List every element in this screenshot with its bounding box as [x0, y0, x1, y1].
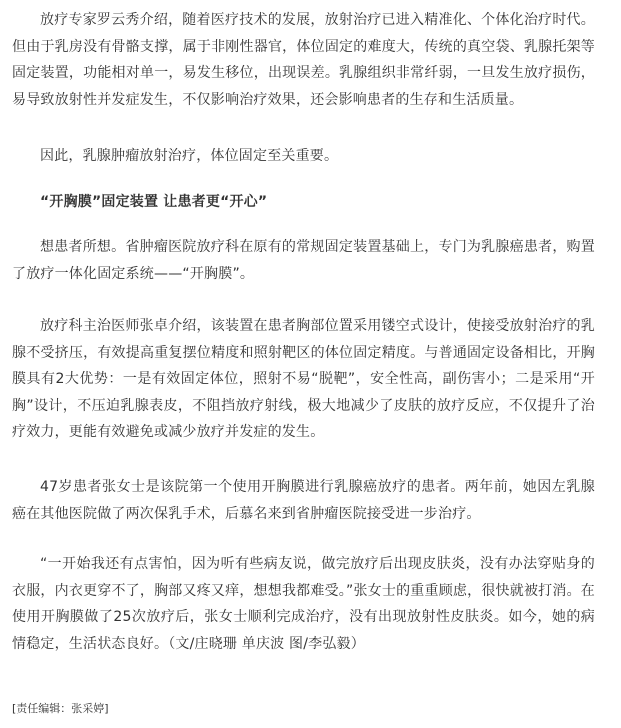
paragraph-positioning: 因此，乳腺肿瘤放射治疗，体位固定至关重要。: [40, 148, 339, 164]
paragraph-patient-quote: “一开始我还有点害怕，因为听有些病友说，做完放疗后出现皮肤炎，没有办法穿贴身的衣服，内衣更穿不了，胸部又疼又痒，想想我都难受。”张女士的重重顾虑，很快就被打消。在使用开胸膜做了25次放疗后，张女士顺利完成治疗，没有出现放射性皮肤炎。如今，她的病情稳定，生活状态良好。（文/庄晓珊 单庆波 图/李弘毅）: [12, 556, 595, 652]
paragraph-device-purchase: 想患者所想。省肿瘤医院放疗科在原有的常规固定装置基础上，专门为乳腺癌患者，购置了放疗一体化固定系统——“开胸膜”。: [12, 239, 595, 282]
paragraph-patient-case: 47岁患者张女士是该院第一个使用开胸膜进行乳腺癌放疗的患者。两年前，她因左乳腺癌在其他医院做了两次保乳手术，后慕名来到省肿瘤医院接受进一步治疗。: [12, 479, 595, 522]
paragraph-doctor-explanation: 放疗科主治医师张卓介绍，该装置在患者胸部位置采用镂空式设计，使接受放射治疗的乳腺不受挤压，有效提高重复摆位精度和照射靶区的体位固定精度。与普通固定设备相比，开胸膜具有2大优势：一是有效固定体位，照射不易“脱靶”，安全性高，副伤害小；二是采用“开胸”设计，不压迫乳腺表皮，不阻挡放疗射线，极大地减少了皮肤的放疗反应，不仅提升了治疗效力，更能有效避免或减少放疗并发症的发生。: [12, 318, 595, 440]
article-subheading: “开胸膜”固定装置 让患者更“开心”: [40, 194, 268, 210]
paragraph-intro: 放疗专家罗云秀介绍，随着医疗技术的发展，放射治疗已进入精准化、个体化治疗时代。但由于乳房没有骨骼支撑，属于非刚性器官，体位固定的难度大，传统的真空袋、乳腺托架等固定装置，功能相对单一，易发生移位，出现误差。乳腺组织非常纤弱，一旦发生放疗损伤，易导致放射性并发症发生，不仅影响治疗效果，还会影响患者的生存和生活质量。: [12, 12, 595, 108]
editor-note: [责任编辑：张采婷]: [12, 702, 109, 715]
